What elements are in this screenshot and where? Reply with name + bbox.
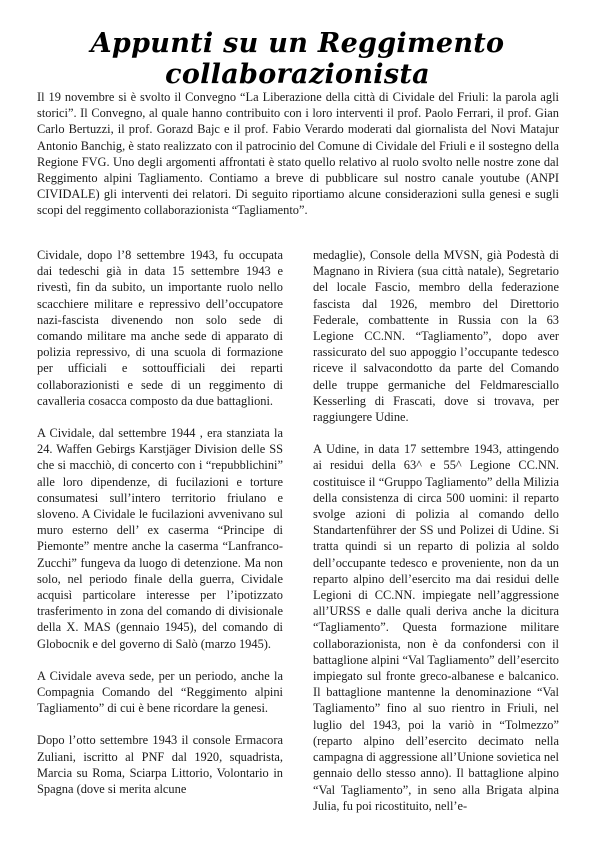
body-paragraph: A Cividale, dal settembre 1944 , era stanziata la 24. Waffen Gebirgs Karstjäger Division delle SS che si macchiò, di concerto con i “repubblichini” alle loro dipendenze, di fucilazioni e torture consumatesi sull’intero territorio friulano e sloveno. A Cividale le fucilazioni avvenivano sul muro esterno dell’ ex caserma “Principe di Piemonte” mentre anche la caserma “Lanfranco-Zucchi” fungeva da luogo di detenzione. Ma non solo, nel periodo finale della guerra, Cividale acquisì particolare interesse per l’ipotizzato trasferimento in zona del comando di divisionale della X. MAS (gennaio 1945), del comando di Globocnik e del governo di Salò (marzo 1945).: [37, 426, 283, 651]
body-paragraph: Cividale, dopo l’8 settembre 1943, fu occupata dai tedeschi già in data 15 settembre 1943 e rivestì, fin da subito, un importante ruolo nello scacchiere militare e repressivo dell’occupatore nazi-fascista divenendo non solo sede di comando militare ma anche sede di apparato di polizia repressivo, di una scuola di formazione per ufficiali e sottoufficiali dei reparti collaborazionisti e sede di un reggimento di cavalleria cosacca composto da due battaglioni.: [37, 248, 283, 408]
body-paragraph: Dopo l’otto settembre 1943 il console Ermacora Zuliani, iscritto al PNF dal 1920, squadrista, Marcia su Roma, Sciarpa Littorio, Volontario in Spagna (dove si merita alcune: [37, 733, 283, 797]
intro-paragraph: Il 19 novembre si è svolto il Convegno “La Liberazione della città di Cividale del Friuli: la parola agli storici”. Il Convegno, al quale hanno contribuito con i loro interventi il prof. Paolo Ferrari, il prof. Gian Carlo Bertuzzi, il prof. Gorazd Bajc e il prof. Fabio Verardo moderati dal giornalista del Novi Matajur Antonio Banchig, è stato realizzato con il patrocinio del Comune di Cividale del Friuli e il sostegno della Regione FVG. Uno degli argomenti affrontati è stato quello relativo al ruolo svolto nelle nostre zone dal Reggimento alpini Tagliamento. Contiamo a breve di pubblicare sul nostro canale youtube (ANPI CIVIDALE) gli interventi dei relatori. Di seguito riportiamo alcune considerazioni sulla genesi e sugli scopi del reggimento collaborazionista “Tagliamento”.: [37, 90, 559, 218]
body-paragraph: medaglie), Console della MVSN, già Podestà di Magnano in Riviera (sua città natale), Segretario del locale Fascio, membro della federazione fascista dal 1926, membro del Direttorio Federale, combattente in Russia con la 63 Legione CC.NN. “Tagliamento”, dopo aver rassicurato del suo appoggio l’occupante tedesco riceve il salvacondotto da parte del Comando delle truppe germaniche del Feldmaresciallo Kesserling di Frascati, dove si trovava, per raggiungere Udine.: [313, 248, 559, 425]
article-title: Appunti su un Reggimento collaborazionista: [90, 28, 505, 90]
right-column: [313, 247, 559, 814]
body-paragraph: A Cividale aveva sede, per un periodo, anche la Compagnia Comando del “Reggimento alpini Tagliamento” di cui è bene ricordare la genesi.: [37, 668, 283, 716]
left-column: [37, 247, 283, 797]
body-paragraph: A Udine, in data 17 settembre 1943, attingendo ai residui della 63^ e 55^ Legione CC.NN. costituisce il “Gruppo Tagliamento” della Milizia della consistenza di circa 500 uomini: il reparto svolge azioni di polizia al comando dello Standartenführer der SS und Polizei di Udine. Si tratta quindi si un reparto di polizia al soldo dell’occupante tedesco e proveniente, non da un reparto alpino dell’esercito ma dai residui delle Legioni di CC.NN. impiegate nell’aggressione all’URSS e dalle quali deriva anche la dicitura “Tagliamento”. Questa formazione militare collaborazionista, non è da confondersi con il battaglione alpini “Val Tagliamento” dell’esercito impiegato sul fronte greco-albanese e balcanico. Il battaglione mantenne la denominazione “Val Tagliamento” fino al suo rientro in Friuli, nel luglio del 1943, poi la variò in “Tolmezzo” (reparto alpino dell’esercito decimato nella campagna di aggressione all’Unione sovietica nel gennaio dello stesso anno). Il battaglione alpino “Val Tagliamento”, in seno alla Brigata alpina Julia, fu poi ricostituito, nell’e-: [313, 442, 560, 813]
